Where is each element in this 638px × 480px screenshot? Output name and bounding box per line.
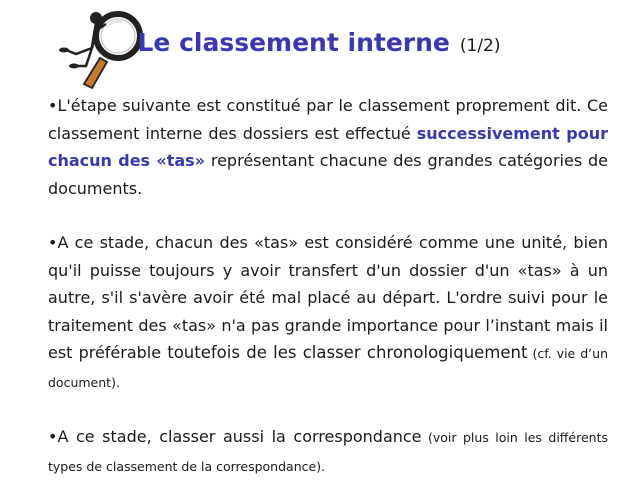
paragraph-2-lead: •A ce stade, chacun des «tas» est considéré comme une unité, bien qu'il puisse toujours y avoir transfert d'un dossier d'un «tas» à un autre, s'il s'avère avoir été mal placé au départ. L'ordre suivi pour le traitement des «tas» n'a pas grande importance pour l’instant mais il est préférable — [48, 233, 608, 362]
title-main: Le classement interne — [137, 28, 450, 57]
paragraph-2-note: (cf. vie d’un document). — [48, 346, 608, 390]
page-title — [0, 28, 638, 57]
paragraph-2-emphasis: toutefois de les classer chronologiquement — [167, 343, 528, 362]
paragraph-1 — [48, 92, 608, 202]
body-content — [48, 92, 608, 480]
paragraph-2 — [48, 229, 608, 396]
paragraph-1-tail: représentant chacune des grandes catégories de documents. — [48, 151, 608, 198]
paragraph-3-lead: •A ce stade, classer aussi la correspondance — [48, 427, 422, 446]
paragraph-3-note: (voir plus loin les différents types de classement de la correspondance). — [48, 430, 608, 474]
paragraph-1-emphasis: successivement pour chacun des «tas» — [48, 123, 609, 170]
paragraph-3 — [48, 423, 608, 480]
title-part-indicator: (1/2) — [459, 36, 501, 56]
paragraph-1-lead: •L'étape suivante est constitué par le classement proprement dit. Ce classement interne des dossiers est effectué — [48, 96, 608, 143]
